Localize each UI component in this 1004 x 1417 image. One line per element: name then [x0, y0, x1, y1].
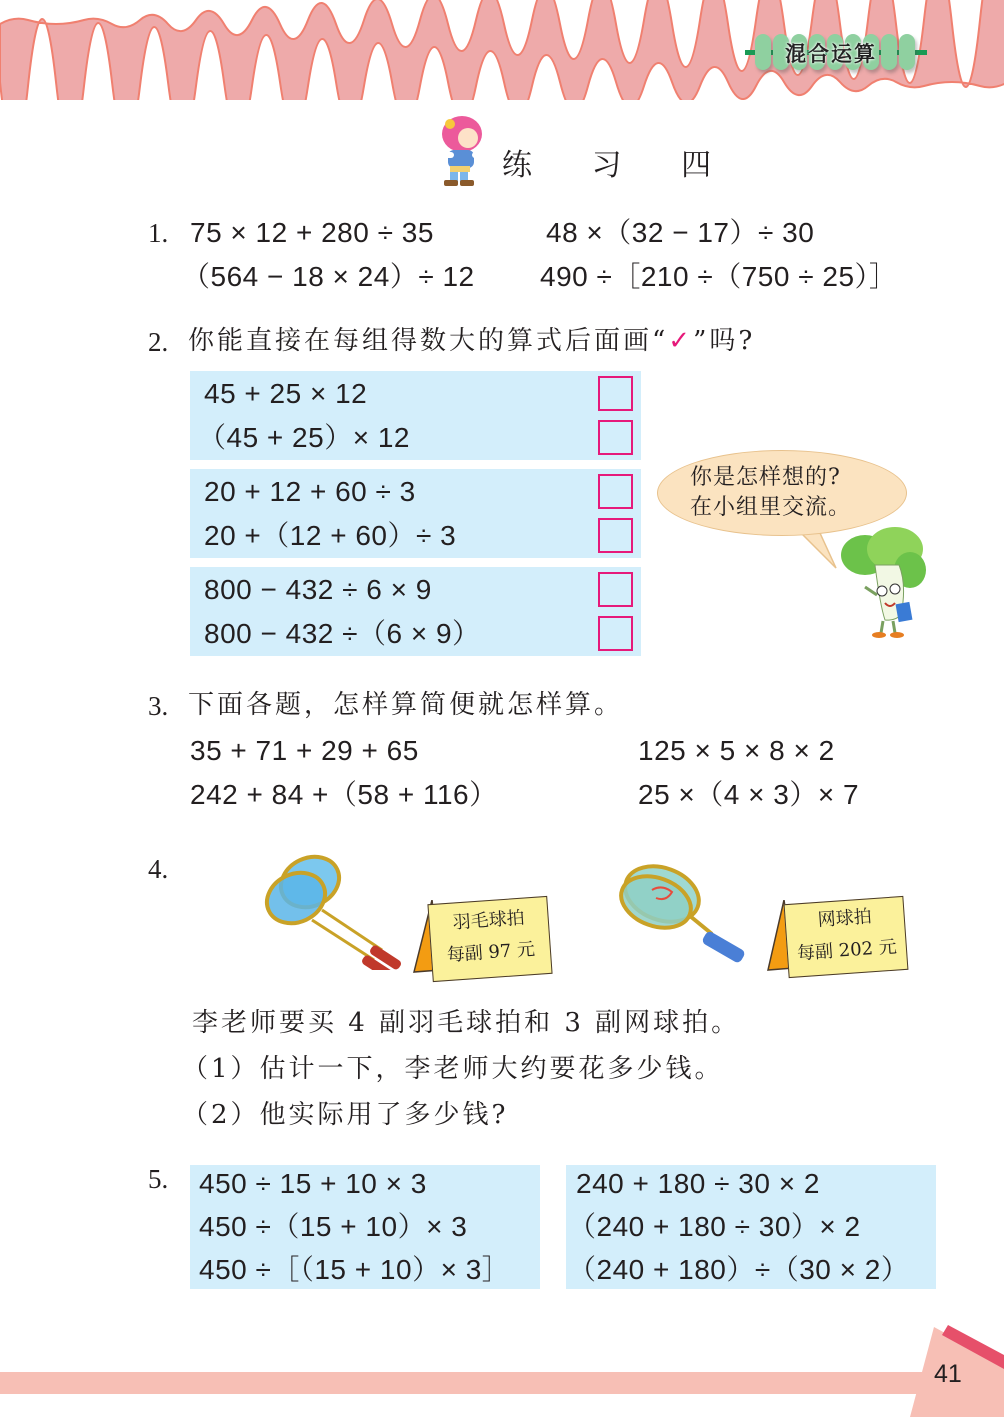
prompt-text: 你能直接在每组得数大的算式后面画“ [188, 326, 669, 356]
abacus-bead [755, 34, 771, 70]
girl-mascot-icon [432, 112, 492, 188]
comparison-expression: （45 + 25）× 12 [198, 422, 410, 453]
bubble-line: 你是怎样想的? [690, 465, 841, 490]
page-number: 41 [934, 1360, 962, 1388]
check-mark-icon: ✓ [668, 326, 694, 356]
prompt-text: ”吗? [693, 326, 756, 356]
comparison-expression: 20 +（12 + 60）÷ 3 [204, 520, 457, 551]
comparison-group-1 [190, 371, 641, 460]
problem-1-expression: 490 ÷［210 ÷（750 ÷ 25）］ [540, 261, 898, 292]
problem-2-number: 2. [148, 327, 169, 357]
problem-2-prompt [188, 328, 755, 354]
answer-checkbox[interactable] [598, 474, 633, 509]
comparison-group-2 [190, 469, 641, 558]
sign-line: 每副 202 元 [796, 936, 898, 965]
problem-4-question: （2）他实际用了多少钱? [182, 1100, 509, 1130]
comparison-expression: 20 + 12 + 60 ÷ 3 [204, 476, 416, 507]
problem-3-expression: 25 ×（4 × 3）× 7 [638, 779, 860, 810]
problem-5-expression: （240 + 180）÷（30 × 2） [568, 1254, 910, 1285]
abacus-bead [881, 34, 897, 70]
chapter-tag [745, 34, 927, 70]
comparison-group-3 [190, 567, 641, 656]
problem-1-expression: 75 × 12 + 280 ÷ 35 [190, 217, 434, 248]
problem-3-expression: 242 + 84 +（58 + 116） [190, 779, 498, 810]
footer-band [0, 1372, 1004, 1394]
problem-5-number: 5. [148, 1164, 169, 1194]
bubble-line: 在小组里交流。 [690, 495, 852, 520]
problem-4-question: （1）估计一下，李老师大约要花多少钱。 [182, 1054, 724, 1084]
sign-text [429, 901, 551, 973]
problem-3-expression: 35 + 71 + 29 + 65 [190, 735, 419, 766]
tennis-price-sign [784, 896, 909, 978]
abacus-bead [899, 34, 915, 70]
problem-5-expression: 240 + 180 ÷ 30 × 2 [576, 1168, 820, 1199]
problem-5-expression: 450 ÷［（15 + 10）× 3］ [199, 1254, 511, 1285]
speech-bubble-text [690, 463, 851, 523]
problem-5-expression: 450 ÷ 15 + 10 × 3 [199, 1168, 427, 1199]
sign-line: 网球拍 [817, 906, 873, 931]
badminton-rackets-icon [262, 850, 422, 970]
problem-5-left-panel [190, 1165, 540, 1289]
sign-line: 羽毛球拍 [452, 907, 526, 934]
problem-5-expression: （240 + 180 ÷ 30）× 2 [568, 1211, 861, 1242]
comparison-expression: 800 − 432 ÷（6 × 9） [204, 618, 481, 649]
lesson-title: 练 习 四 [502, 148, 737, 183]
badminton-price-sign [427, 896, 552, 982]
answer-checkbox[interactable] [598, 518, 633, 553]
answer-checkbox[interactable] [598, 420, 633, 455]
problem-1-number: 1. [148, 218, 169, 248]
problem-1-expression: 48 ×（32 − 17）÷ 30 [546, 217, 815, 248]
problem-4-number: 4. [148, 854, 169, 884]
problem-4-statement: 李老师要买 4 副羽毛球拍和 3 副网球拍。 [192, 1008, 741, 1038]
sign-text [785, 899, 907, 971]
comparison-expression: 800 − 432 ÷ 6 × 9 [204, 574, 432, 605]
problem-3-prompt: 下面各题，怎样算简便就怎样算。 [188, 690, 624, 720]
comparison-expression: 45 + 25 × 12 [204, 378, 368, 409]
answer-checkbox[interactable] [598, 572, 633, 607]
answer-checkbox[interactable] [598, 616, 633, 651]
problem-3-expression: 125 × 5 × 8 × 2 [638, 735, 835, 766]
cabbage-mascot-icon [835, 525, 930, 640]
problem-1-expression: （564 − 18 × 24）÷ 12 [182, 261, 475, 292]
chapter-title: 混合运算 [785, 41, 877, 66]
problem-5-right-panel [566, 1165, 936, 1289]
problem-5-expression: 450 ÷（15 + 10）× 3 [199, 1211, 468, 1242]
answer-checkbox[interactable] [598, 376, 633, 411]
problem-3-number: 3. [148, 691, 169, 721]
tennis-rackets-icon [612, 860, 762, 970]
sign-line: 每副 97 元 [446, 938, 536, 967]
